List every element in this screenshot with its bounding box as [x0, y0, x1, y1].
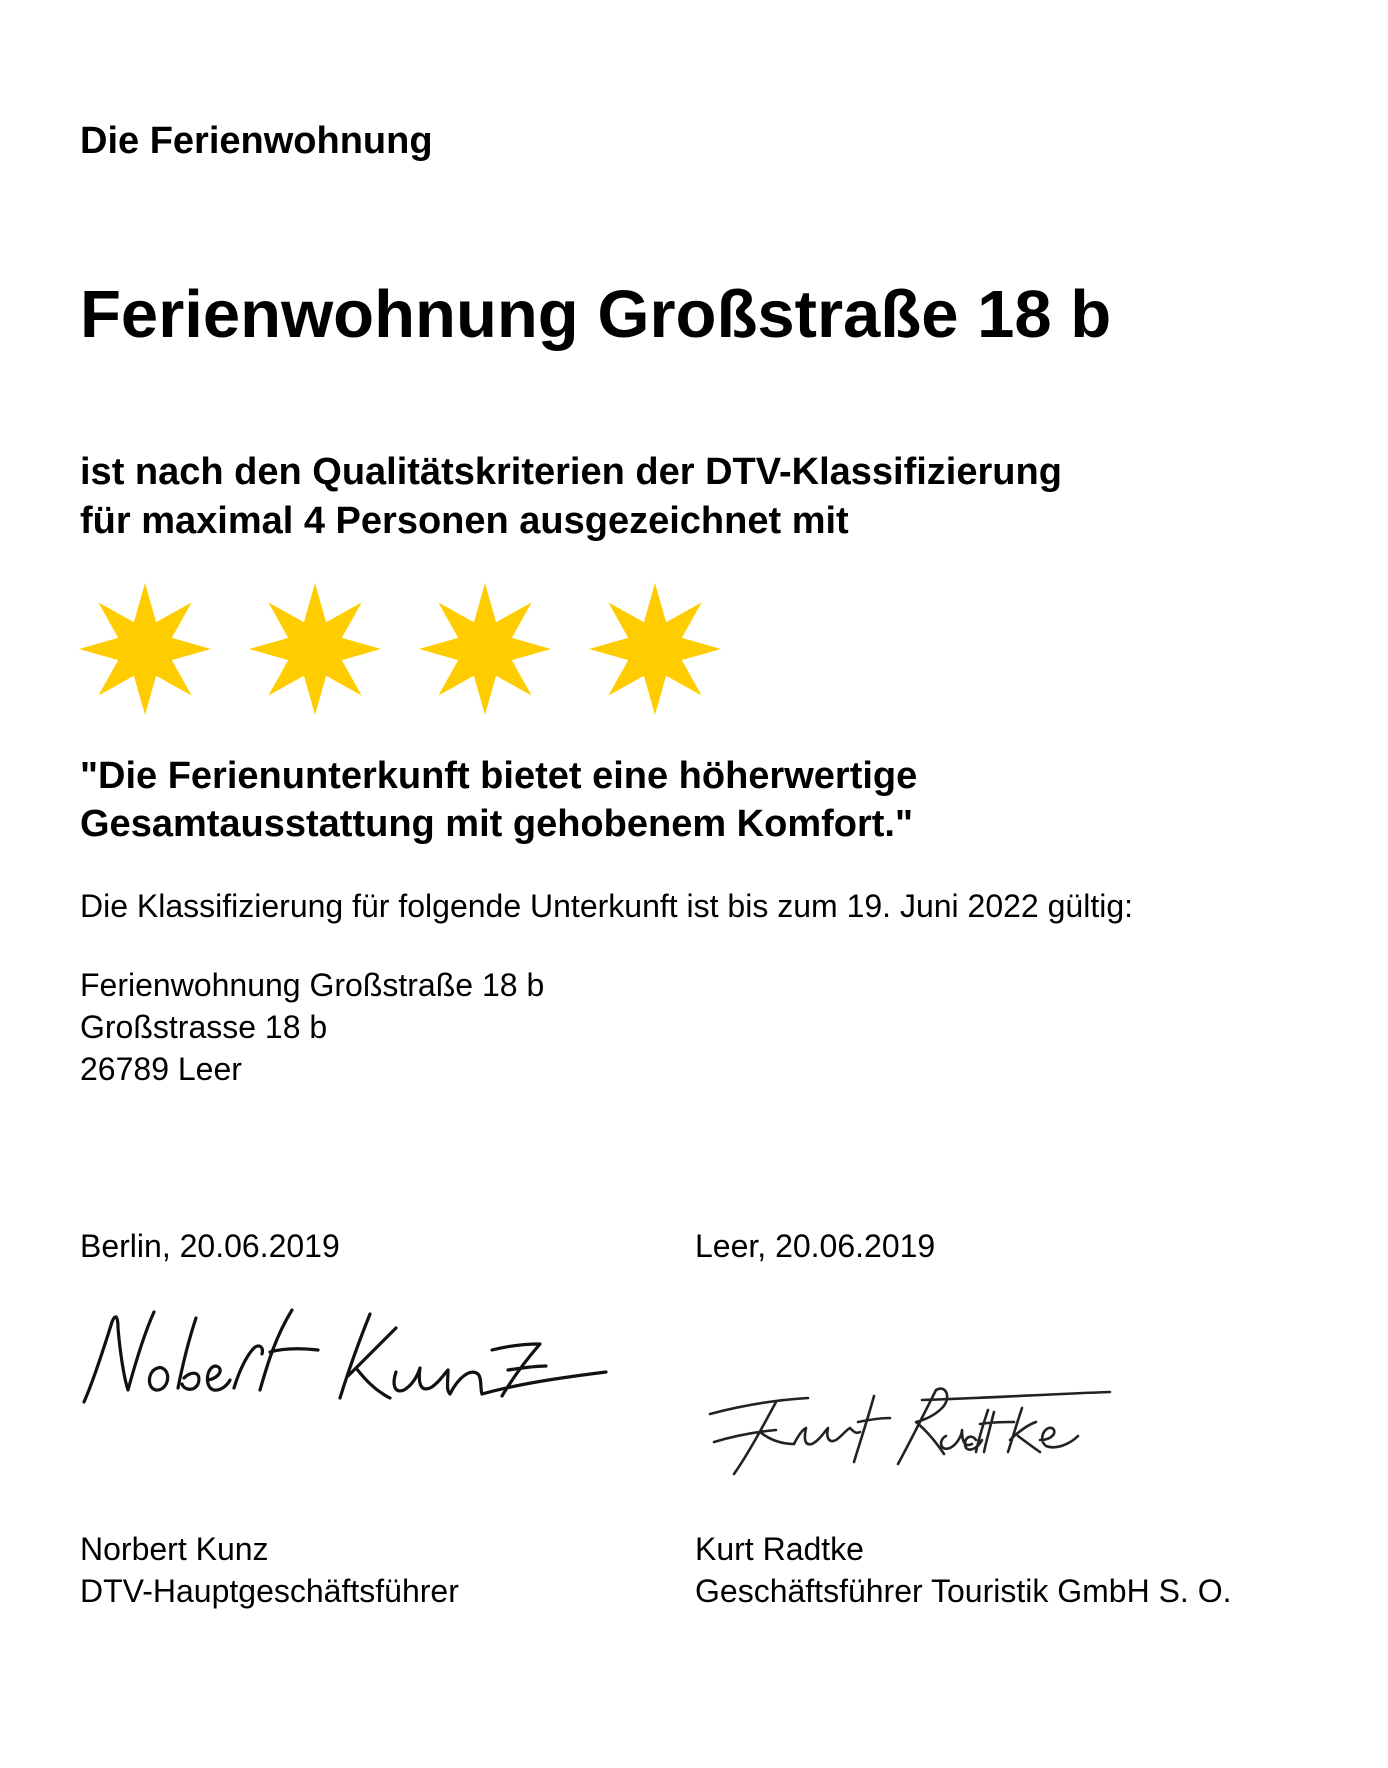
address-street: Großstrasse 18 b [80, 1009, 328, 1045]
place-date-right: Leer, 20.06.2019 [695, 1228, 936, 1264]
intro-text: Die Ferienwohnung [80, 120, 433, 162]
place-date-left: Berlin, 20.06.2019 [80, 1228, 340, 1264]
property-address [80, 964, 544, 1090]
criteria-line-1: ist nach den Qualitätskriterien der DTV-Klassifizierung [80, 451, 1062, 493]
validity-text: Die Klassifizierung für folgende Unterkunft ist bis zum 19. Juni 2022 gültig: [80, 888, 1133, 924]
signature-norbert-kunz [78, 1298, 608, 1408]
eight-point-star-icon [418, 582, 552, 716]
signer-right-role: Geschäftsführer Touristik GmbH S. O. [695, 1573, 1232, 1609]
signer-right [695, 1528, 1231, 1612]
eight-point-star-icon [78, 582, 212, 716]
signer-left-name: Norbert Kunz [80, 1531, 269, 1567]
criteria-text [80, 448, 1062, 546]
quote-line-2: Gesamtausstattung mit gehobenem Komfort." [80, 803, 913, 845]
address-city: 26789 Leer [80, 1051, 242, 1087]
signer-left-role: DTV-Hauptgeschäftsführer [80, 1573, 459, 1609]
signer-right-name: Kurt Radtke [695, 1531, 864, 1567]
quote-line-1: "Die Ferienunterkunft bietet eine höherwertige [80, 755, 918, 797]
address-name: Ferienwohnung Großstraße 18 b [80, 967, 545, 1003]
criteria-line-2: für maximal 4 Personen ausgezeichnet mit [80, 500, 849, 542]
signature-kurt-radtke [690, 1370, 1130, 1480]
eight-point-star-icon [588, 582, 722, 716]
signer-left [80, 1528, 459, 1612]
property-title: Ferienwohnung Großstraße 18 b [80, 277, 1112, 352]
star-rating [78, 582, 738, 716]
quality-quote [80, 752, 917, 848]
eight-point-star-icon [248, 582, 382, 716]
